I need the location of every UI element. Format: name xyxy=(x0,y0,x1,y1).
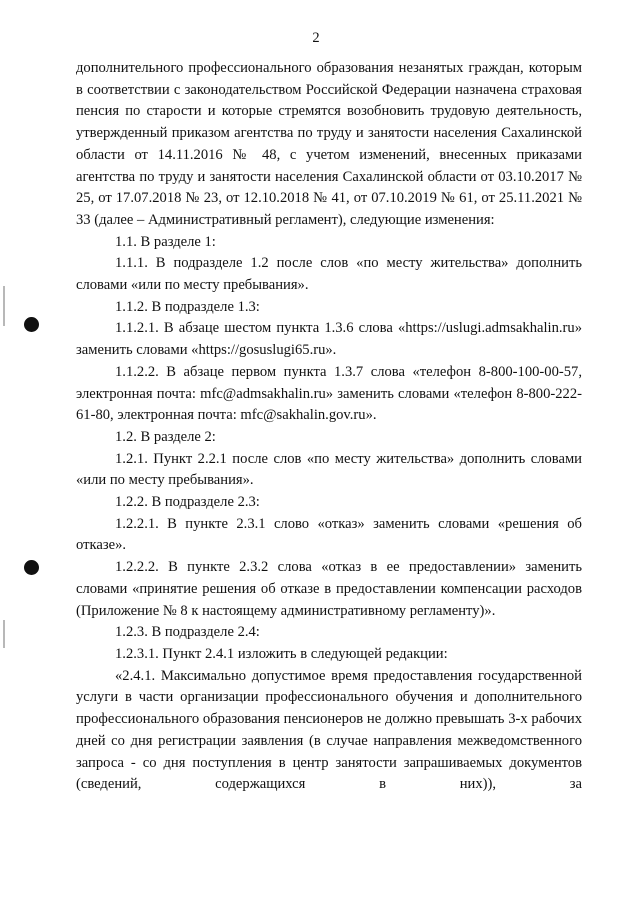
paragraph-1-1-2: 1.1.2. В подразделе 1.3: xyxy=(115,298,260,315)
paragraph-1-2-2-2: 1.2.2.2. В пункте 2.3.2 слова «отказ в ее предоставлении» заменить словами «принятие решения об отказе в предоставлении компенсации расходов (Приложение № 8 к настоящему административному регламенту)». xyxy=(76,559,582,619)
paragraph-1-1-2-2: 1.1.2.2. В абзаце первом пункта 1.3.7 слова «телефон 8-800-100-00-57, электронная почта: mfc@admsakhalin.ru» заменить словами «телефон 8-800-222-61-80, электронная почта: mfc@sakhalin.gov.ru». xyxy=(76,363,582,424)
margin-scan-mark xyxy=(3,286,5,326)
page-number: 2 xyxy=(312,30,320,46)
margin-scan-mark xyxy=(3,620,5,648)
paragraph-section-2: 1.2. В разделе 2: xyxy=(115,428,216,445)
paragraph-section-1: 1.1. В разделе 1: xyxy=(115,233,216,250)
paragraph-1-2-3-1: 1.2.3.1. Пункт 2.4.1 изложить в следующей редакции: xyxy=(115,645,448,662)
paragraph-1-1-2-1: 1.1.2.1. В абзаце шестом пункта 1.3.6 слова «https://uslugi.admsakhalin.ru» заменить словами «https://gosuslugi65.ru». xyxy=(76,320,582,359)
paragraph-1-1-1: 1.1.1. В подразделе 1.2 после слов «по месту жительства» дополнить словами «или по месту пребывания». xyxy=(76,255,582,294)
binder-hole-mark xyxy=(24,560,39,575)
document-body xyxy=(76,58,582,796)
paragraph-2-4-1: «2.4.1. Максимально допустимое время предоставления государственной услуги в части организации профессионального обучения и дополнительного профессионального образования пенсионеров не должно превышать 3-х рабочих дней со дня регистрации заявления (в случае направления межведомственного запроса - со дня поступления в центр занятости запрашиваемых документов (сведений, содержащихся в них)), за xyxy=(76,667,582,793)
paragraph-1-2-1: 1.2.1. Пункт 2.2.1 после слов «по месту жительства» дополнить словами «или по месту пребывания». xyxy=(76,450,582,489)
paragraph-continuation: дополнительного профессионального образования незанятых граждан, которым в соответствии с законодательством Российской Федерации назначена страховая пенсия по старости и которые стремятся возобновить трудовую деятельность, утвержденный приказом агентства по труду и занятости населения Сахалинской области от 14.11.2016 № 48, с учетом изменений, внесенных приказами агентства по труду и занятости населения Сахалинской области от 03.10.2017 № 25, от 17.07.2018 № 23, от 12.10.2018 № 41, от 07.10.2019 № 61, от 25.11.2021 № 33 (далее – Административный регламент), следующие изменения: xyxy=(76,60,582,228)
paragraph-1-2-2-1: 1.2.2.1. В пункте 2.3.1 слово «отказ» заменить словами «решения об отказе». xyxy=(76,515,582,554)
paragraph-1-2-2: 1.2.2. В подразделе 2.3: xyxy=(115,494,260,511)
binder-hole-mark xyxy=(24,317,39,332)
paragraph-1-2-3: 1.2.3. В подразделе 2.4: xyxy=(115,624,260,641)
